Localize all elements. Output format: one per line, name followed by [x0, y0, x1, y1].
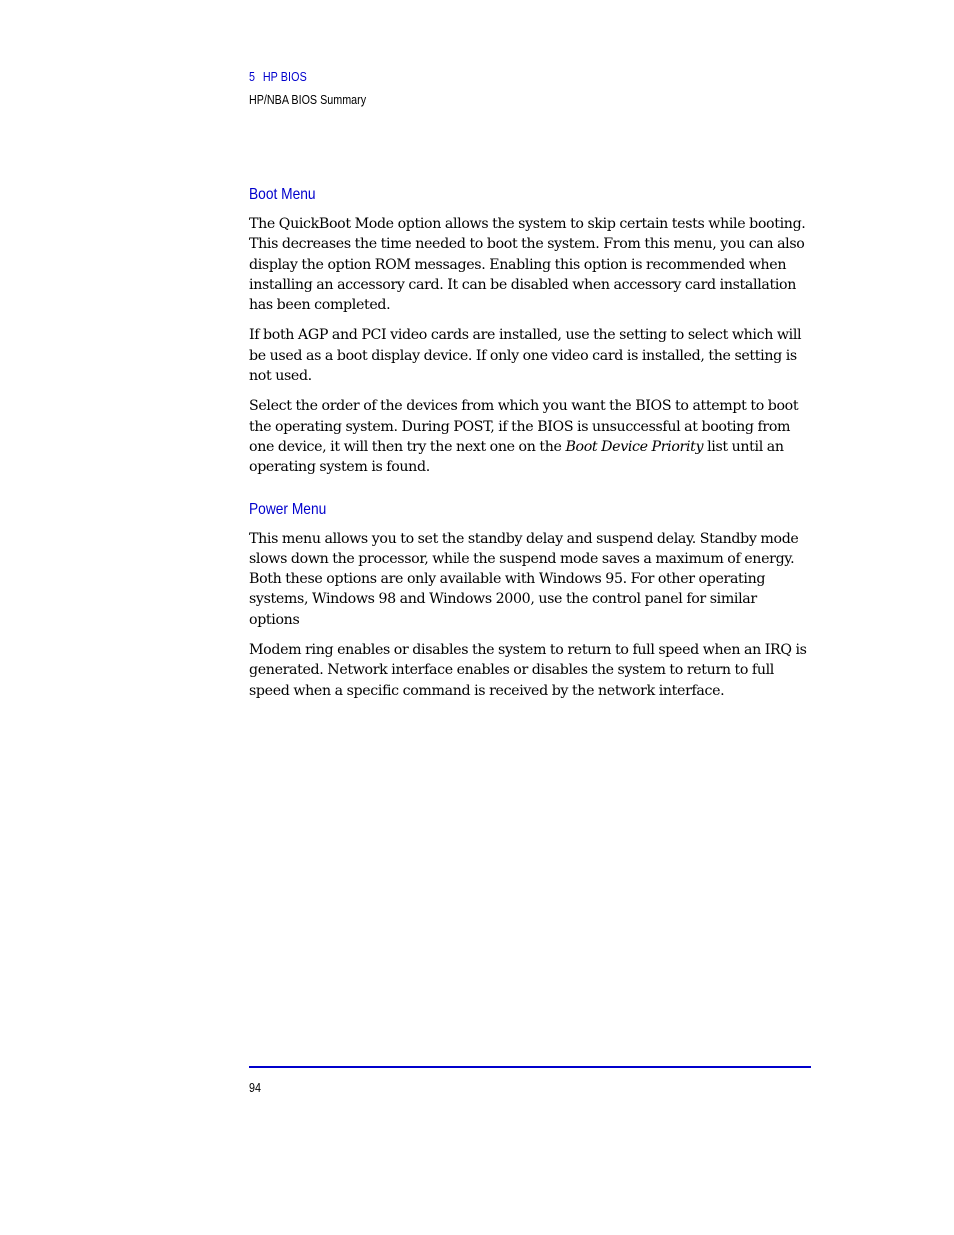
running-header — [249, 69, 385, 108]
power-menu-paragraph-1: This menu allows you to set the standby delay and suspend delay. Standby mode slows down the processor, while the suspend mode saves a maximum of energy. Both these options are only available with Windows 95. For other operating systems, Windows 98 and Windows 2000, use the control panel for similar options — [249, 530, 799, 628]
section-title: HP/NBA BIOS Summary — [249, 93, 367, 107]
boot-menu-paragraph-3-text-a: Select the order of the devices from which you want the BIOS to attempt to boot the operating system. During POST, if the BIOS is unsuccessful at booting from one device, it will then try the next one on the — [249, 398, 799, 455]
boot-device-priority-emphasis: Boot Device Priority — [565, 438, 704, 455]
boot-menu-paragraph-3-text-b: list until an operating system is found. — [249, 438, 784, 476]
chapter-label — [249, 69, 366, 85]
chapter-number: 5 — [249, 70, 256, 84]
boot-menu-paragraph-1: The QuickBoot Mode option allows the system to skip certain tests while booting. This decreases the time needed to boot the system. From this menu, you can also display the option ROM messages. Enabling this option is recommended when installing an accessory card. It can be disabled when accessory card installation has been completed. — [249, 216, 806, 314]
boot-menu-paragraph-3 — [249, 396, 811, 477]
page-number: 94 — [249, 1081, 261, 1095]
power-menu-paragraph-2: Modem ring enables or disables the system to return to full speed when an IRQ is generated. Network interface enables or disables the system to return to full speed when a specific command is received by the network interface. — [249, 642, 807, 699]
power-menu-heading: Power Menu — [249, 500, 327, 518]
chapter-title: HP BIOS — [262, 70, 307, 84]
main-content — [249, 184, 811, 701]
footer-divider — [249, 1066, 811, 1068]
boot-menu-heading: Boot Menu — [249, 186, 316, 203]
boot-menu-paragraph-2: If both AGP and PCI video cards are installed, use the setting to select which will be used as a boot display device. If only one video card is installed, the setting is not used. — [249, 327, 802, 385]
